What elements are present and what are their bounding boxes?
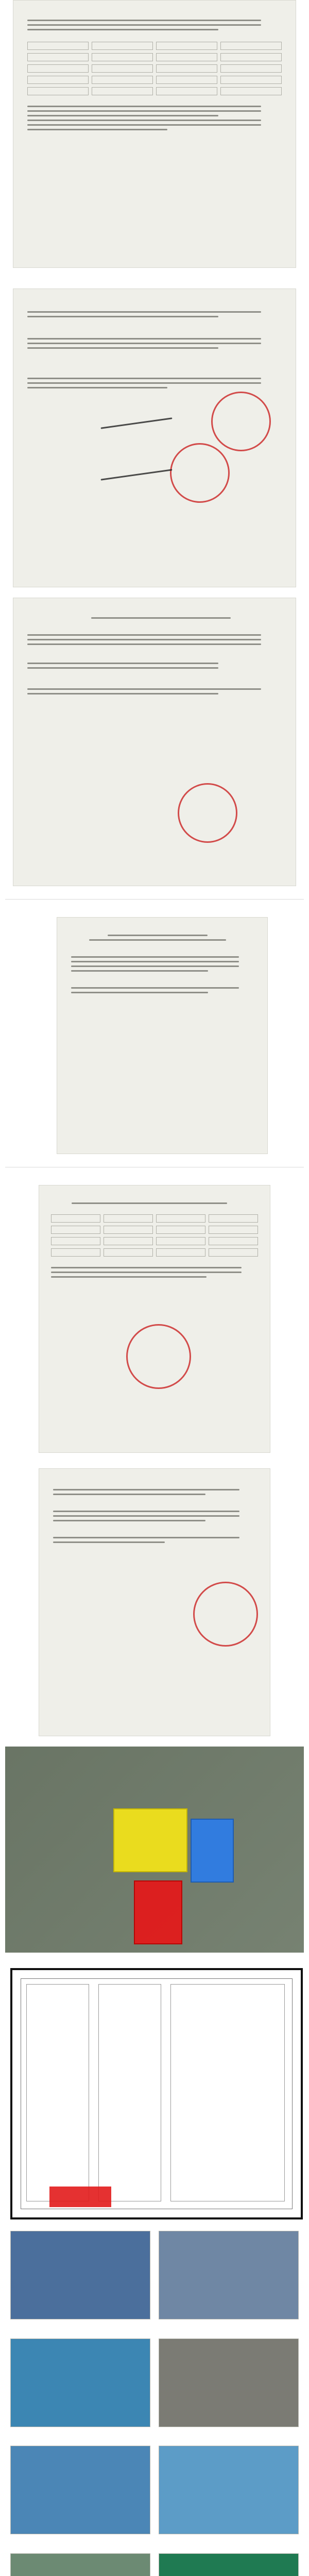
- map-zone-yellow: [113, 1808, 187, 1872]
- site-photo: [159, 2231, 299, 2319]
- site-photo: [10, 2553, 150, 2576]
- site-photo: [10, 2338, 150, 2427]
- filing-page-2: [39, 1468, 270, 1736]
- map-zone-red: [134, 1880, 182, 1944]
- site-photo: [159, 2446, 299, 2534]
- red-seal-stamp: [126, 1324, 191, 1389]
- document-page-1: [13, 0, 296, 268]
- document-page-3: [13, 598, 296, 886]
- red-seal-stamp: [211, 392, 271, 451]
- plan-highlight-red: [49, 2187, 111, 2207]
- section-divider: [5, 899, 304, 900]
- red-seal-stamp: [193, 1582, 258, 1647]
- handwritten-signature: [100, 417, 172, 429]
- site-photo: [159, 2553, 299, 2576]
- notice-page: [57, 917, 268, 1154]
- red-seal-stamp: [178, 783, 237, 843]
- handwritten-signature: [100, 469, 172, 480]
- filing-page-1: [39, 1185, 270, 1453]
- aerial-site-map: [5, 1747, 304, 1953]
- site-photo: [10, 2446, 150, 2534]
- red-seal-stamp: [170, 443, 230, 503]
- site-photo: [10, 2231, 150, 2319]
- site-photos-grid: [10, 2231, 299, 2576]
- site-photo: [159, 2338, 299, 2427]
- document-page-2: [13, 289, 296, 587]
- floor-plan: [10, 1968, 303, 2219]
- map-zone-blue: [191, 1819, 234, 1883]
